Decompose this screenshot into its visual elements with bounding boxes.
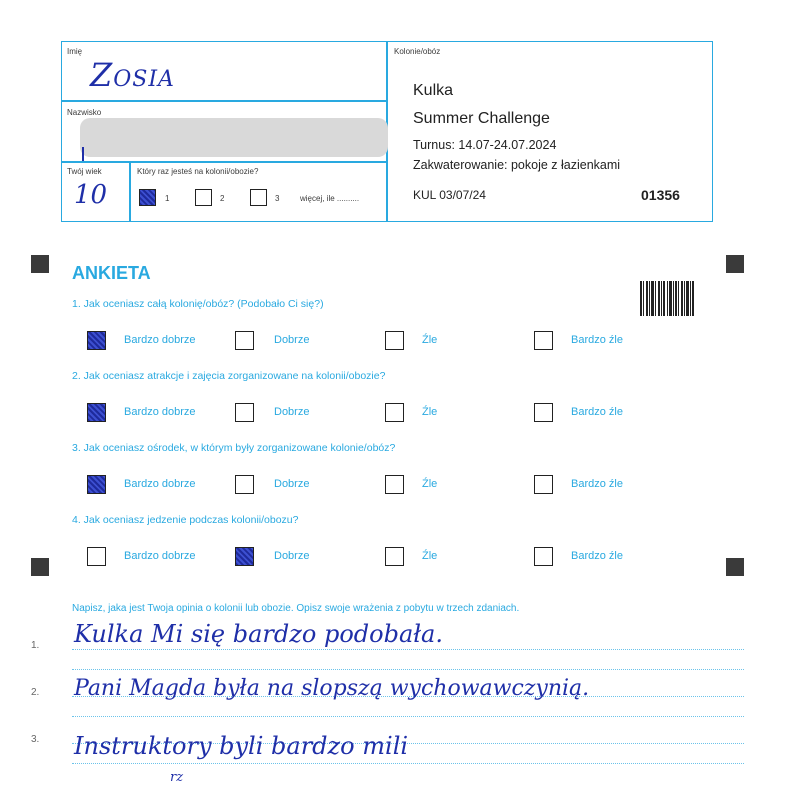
opinion-line-3: Instruktory byli bardzo mili <box>74 732 409 760</box>
writing-line-2b <box>72 716 744 717</box>
ktory-raz-label: Który raz jesteś na kolonii/obozie? <box>137 167 259 176</box>
question-1-checkbox-2[interactable] <box>235 331 254 350</box>
registration-marker-mid-right <box>726 558 744 576</box>
question-1-checkbox-1[interactable] <box>87 331 106 350</box>
question-3-text: 3. Jak oceniasz ośrodek, w którym były zorganizowane kolonie/obóz? <box>72 442 396 454</box>
header-divider-h1 <box>61 100 387 102</box>
question-2-checkbox-1[interactable] <box>87 403 106 422</box>
header-divider-age <box>129 161 131 221</box>
question-2-checkbox-3[interactable] <box>385 403 404 422</box>
question-2-checkbox-4[interactable] <box>534 403 553 422</box>
question-3-option-4-label: Bardzo źle <box>571 478 623 490</box>
wiecej-label: więcej, ile .......... <box>300 194 360 203</box>
ktory-raz-checkbox-2[interactable] <box>195 189 212 206</box>
question-4-checkbox-3[interactable] <box>385 547 404 566</box>
question-1-checkbox-3[interactable] <box>385 331 404 350</box>
question-3-option-3-label: Źle <box>422 478 438 490</box>
question-3-checkbox-1[interactable] <box>87 475 106 494</box>
question-1-checkbox-4[interactable] <box>534 331 553 350</box>
redacted-surname <box>80 118 388 157</box>
question-3-option-1-label: Bardzo dobrze <box>124 478 196 490</box>
ktory-raz-option-3: 3 <box>275 194 280 203</box>
ktory-raz-option-2: 2 <box>220 194 225 203</box>
imie-label: Imię <box>67 47 83 56</box>
writing-line-1 <box>72 649 744 650</box>
registration-marker-top-left <box>31 255 49 273</box>
barcode <box>640 281 694 316</box>
question-4-checkbox-1[interactable] <box>87 547 106 566</box>
wiek-label: Twój wiek <box>67 167 102 176</box>
opinion-prompt: Napisz, jaka jest Twoja opinia o kolonii lub obozie. Opisz swoje wrażenia z pobytu w trzech zdaniach. <box>72 603 520 614</box>
question-4-option-3-label: Źle <box>422 550 438 562</box>
survey-title: ANKIETA <box>72 263 151 283</box>
question-4-text: 4. Jak oceniasz jedzenie podczas kolonii/obozu? <box>72 514 299 526</box>
question-1-option-1-label: Bardzo dobrze <box>124 334 196 346</box>
question-4-option-2-label: Dobrze <box>274 550 310 562</box>
question-2-text: 2. Jak oceniasz atrakcje i zajęcia zorganizowane na kolonii/obozie? <box>72 370 386 382</box>
registration-marker-mid-left <box>31 558 49 576</box>
camp-code: KUL 03/07/24 <box>413 188 486 202</box>
camp-title: Summer Challenge <box>413 110 550 127</box>
imie-value: Zosia <box>90 56 175 94</box>
ktory-raz-option-1: 1 <box>165 194 170 203</box>
question-3-checkbox-2[interactable] <box>235 475 254 494</box>
writing-line-1b <box>72 669 744 670</box>
question-1-option-4-label: Bardzo źle <box>571 334 623 346</box>
question-3-checkbox-4[interactable] <box>534 475 553 494</box>
nazwisko-label: Nazwisko <box>67 108 102 117</box>
kolonie-label: Kolonie/obóz <box>394 47 441 56</box>
line-number-2: 2. <box>31 687 40 698</box>
question-2-option-3-label: Źle <box>422 406 438 418</box>
opinion-line-2: Pani Magda była na slopszą wychowawczynią. <box>74 676 590 701</box>
question-4-checkbox-2[interactable] <box>235 547 254 566</box>
question-4-option-4-label: Bardzo źle <box>571 550 623 562</box>
question-1-text: 1. Jak oceniasz całą kolonię/obóz? (Podobało Ci się?) <box>72 298 324 310</box>
surname-ink-fragment <box>82 147 89 161</box>
question-2-option-1-label: Bardzo dobrze <box>124 406 196 418</box>
camp-name: Kulka <box>413 82 454 99</box>
writing-line-3b <box>72 763 744 764</box>
wiek-value: 10 <box>74 180 108 210</box>
question-3-option-2-label: Dobrze <box>274 478 310 490</box>
question-2-checkbox-2[interactable] <box>235 403 254 422</box>
opinion-correction: rz <box>170 770 184 785</box>
question-1-option-3-label: Źle <box>422 334 438 346</box>
turnus: Turnus: 14.07-24.07.2024 <box>413 138 557 152</box>
ktory-raz-checkbox-3[interactable] <box>250 189 267 206</box>
question-1-option-2-label: Dobrze <box>274 334 310 346</box>
zakwaterowanie: Zakwaterowanie: pokoje z łazienkami <box>413 158 621 172</box>
question-2-option-2-label: Dobrze <box>274 406 310 418</box>
opinion-line-1: Kulka Mi się bardzo podobała. <box>74 620 443 648</box>
line-number-3: 3. <box>31 734 40 745</box>
ktory-raz-checkbox-1[interactable] <box>139 189 156 206</box>
question-2-option-4-label: Bardzo źle <box>571 406 623 418</box>
question-4-option-1-label: Bardzo dobrze <box>124 550 196 562</box>
registration-marker-top-right <box>726 255 744 273</box>
question-3-checkbox-3[interactable] <box>385 475 404 494</box>
header-divider-h2 <box>61 161 387 163</box>
line-number-1: 1. <box>31 640 40 651</box>
form-number: 01356 <box>641 187 680 203</box>
question-4-checkbox-4[interactable] <box>534 547 553 566</box>
